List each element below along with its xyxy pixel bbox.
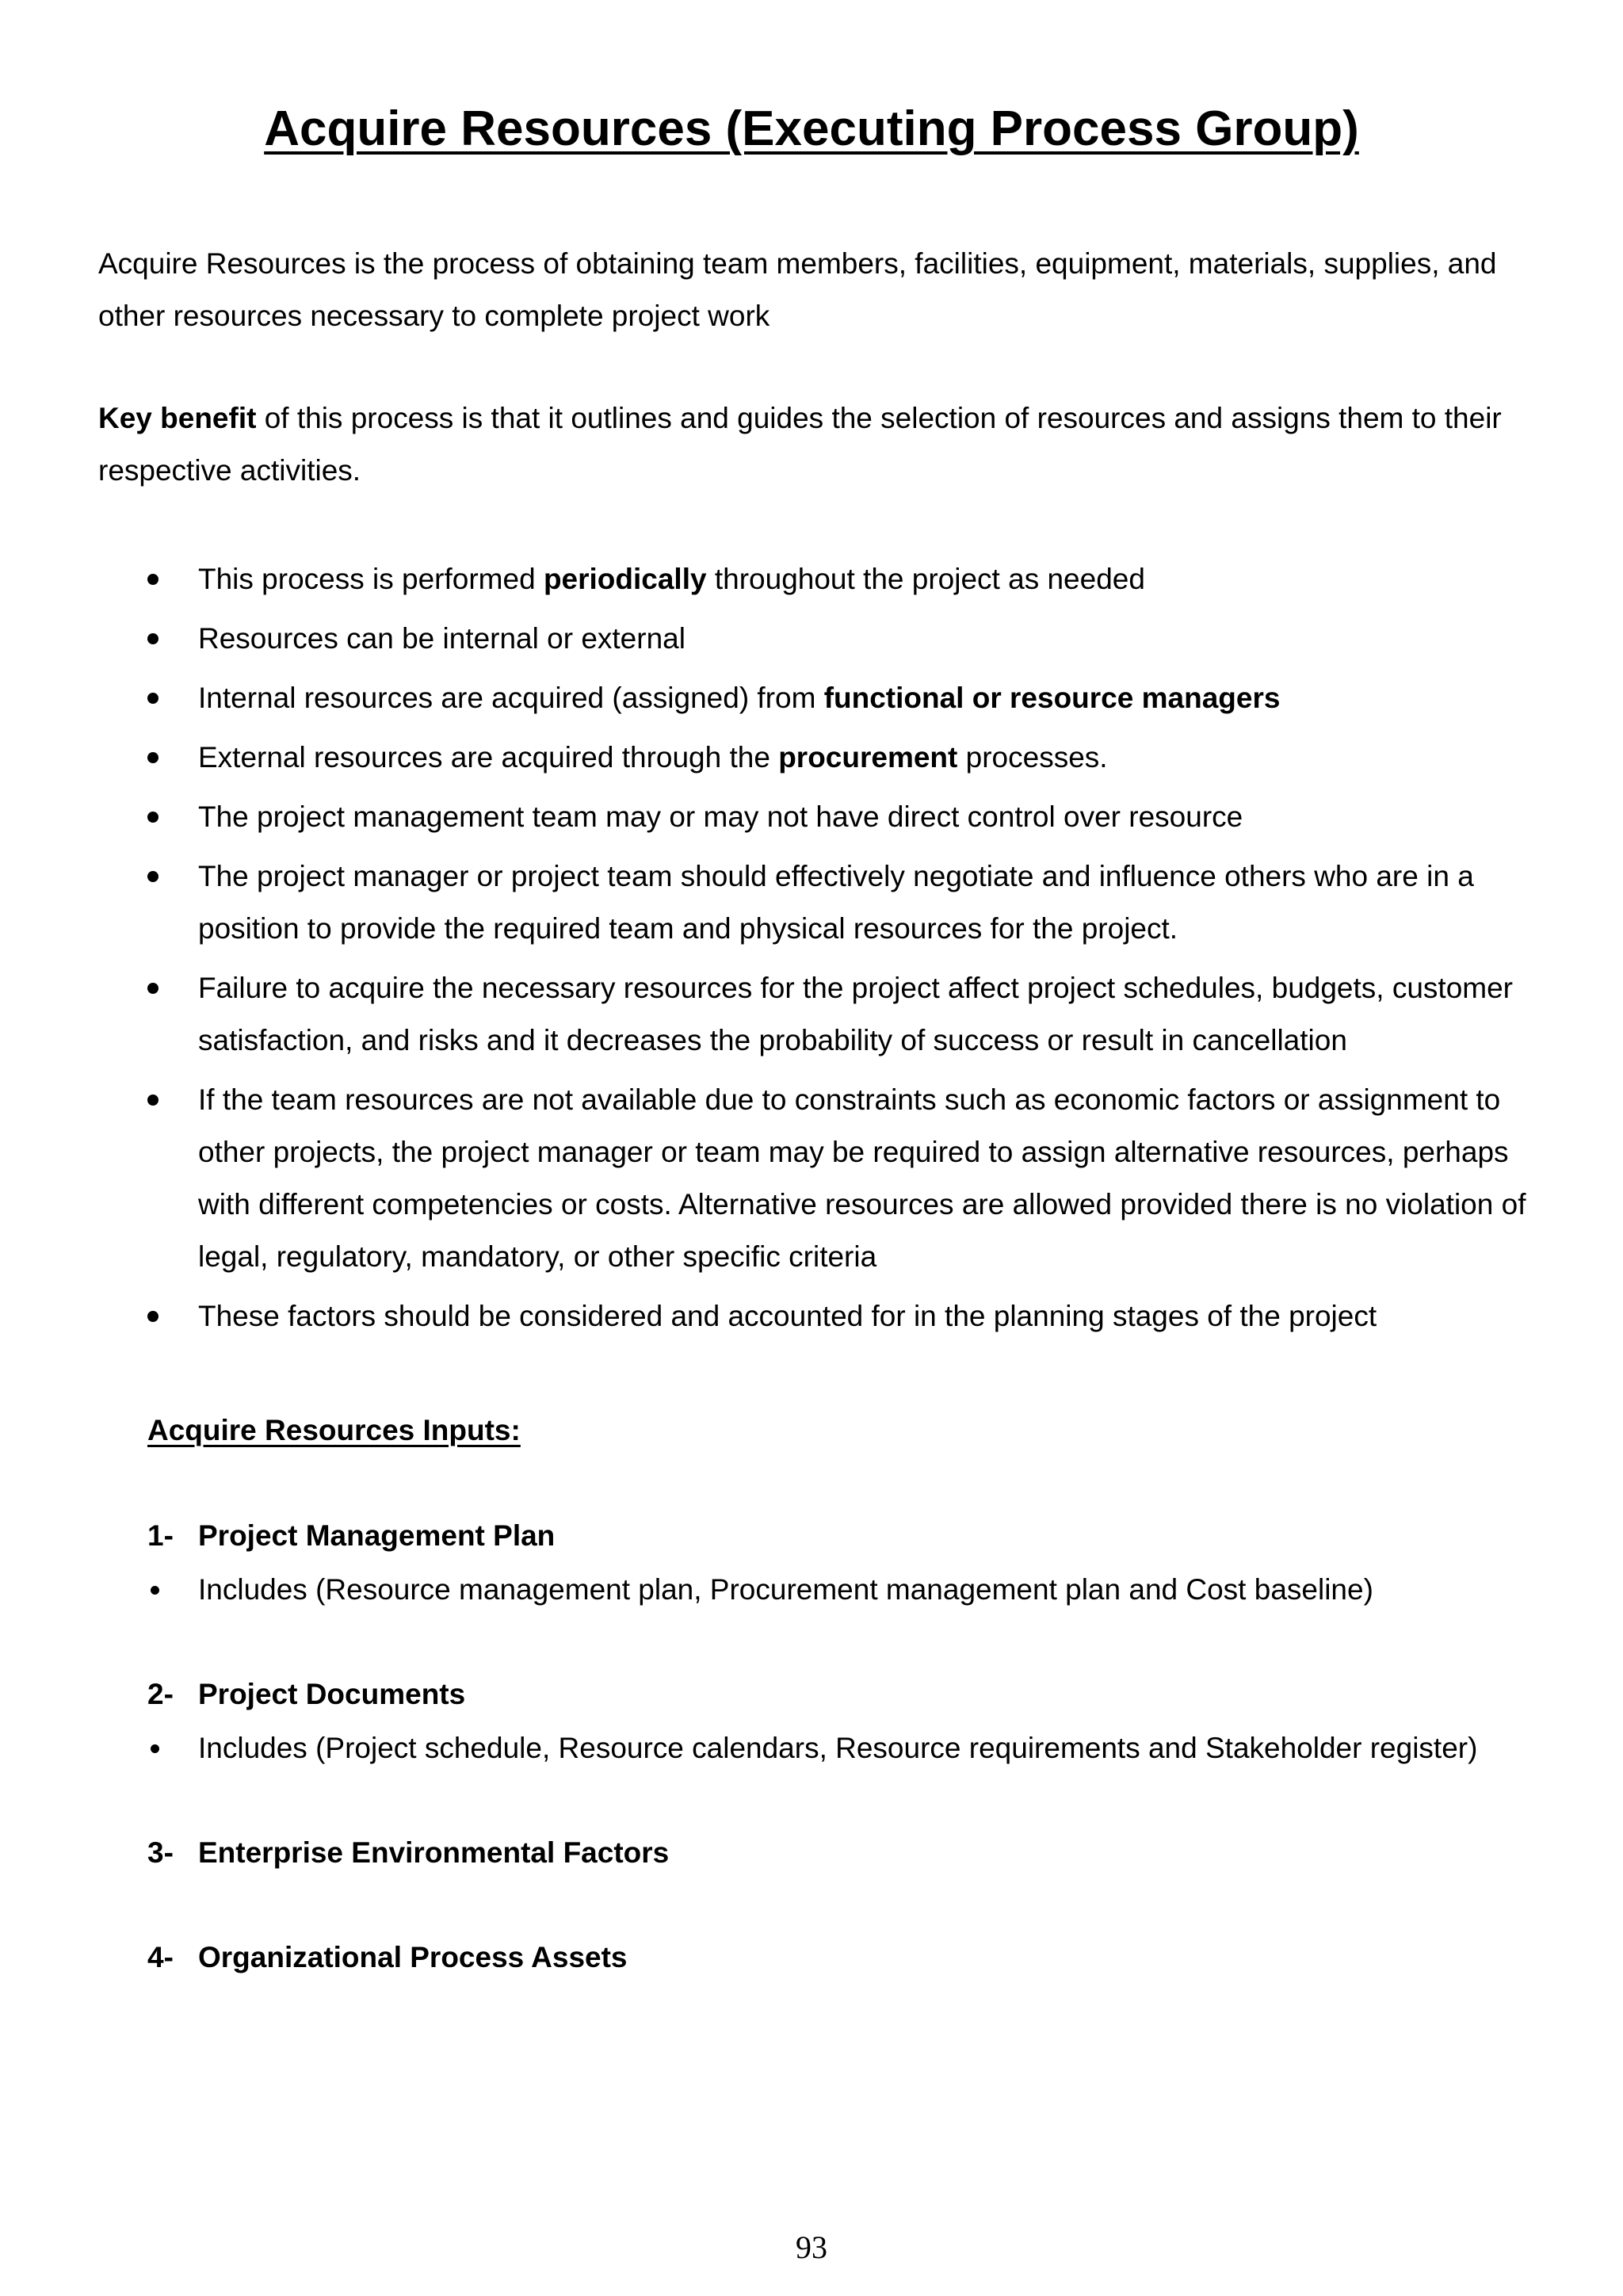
input-name: Enterprise Environmental Factors	[198, 1836, 670, 1869]
bullet-icon	[147, 812, 158, 823]
bullet-item: Internal resources are acquired (assigned) from functional or resource managers	[98, 672, 1549, 724]
input-detail-text: Includes (Resource management plan, Procurement management plan and Cost baseline)	[198, 1573, 1373, 1606]
page-number: 93	[796, 2229, 827, 2265]
bullet-icon	[147, 1095, 158, 1106]
input-item	[147, 1668, 1542, 1721]
input-item	[147, 1931, 1542, 1984]
bullet-icon	[147, 983, 158, 994]
bullet-icon	[147, 871, 158, 882]
bullet-item: External resources are acquired through the procurement processes.	[98, 732, 1549, 784]
bullet-item: Resources can be internal or external	[98, 613, 1549, 665]
bullet-icon	[147, 633, 158, 644]
input-item	[147, 1510, 1542, 1562]
input-name: Organizational Process Assets	[198, 1941, 628, 1973]
page-title: Acquire Resources (Executing Process Group)	[264, 101, 1359, 156]
input-name: Project Management Plan	[198, 1519, 556, 1552]
intro-paragraph: Acquire Resources is the process of obtaining team members, facilities, equipment, materials, supplies, and other resources necessary to complete project work	[98, 247, 1497, 332]
key-benefit-paragraph	[98, 392, 1541, 497]
inputs-heading: Acquire Resources Inputs:	[147, 1414, 521, 1446]
bullet-icon	[151, 1586, 159, 1595]
input-detail-text: Includes (Project schedule, Resource calendars, Resource requirements and Stakeholder register)	[198, 1732, 1478, 1764]
bullet-item: These factors should be considered and accounted for in the planning stages of the project	[98, 1290, 1549, 1343]
input-number: 2-	[147, 1678, 174, 1710]
bullet-icon	[147, 752, 158, 763]
key-benefit-text: of this process is that it outlines and guides the selection of resources and assigns them to their respective activities.	[98, 402, 1502, 487]
bullet-item: Failure to acquire the necessary resources for the project affect project schedules, budgets, customer satisfaction, and risks and it decreases the probability of success or result in cancellation	[98, 962, 1549, 1067]
bullet-icon	[147, 574, 158, 585]
bullet-icon	[151, 1744, 159, 1753]
bullet-item: If the team resources are not available due to constraints such as economic factors or assignment to other projects, the project manager or team may be required to assign alternative resources, perhaps with different competencies or costs. Alternative resources are allowed provided there is no violation of legal, regulatory, mandatory, or other specific criteria	[98, 1074, 1549, 1283]
input-item	[147, 1827, 1542, 1879]
bullet-item: This process is performed periodically throughout the project as needed	[98, 553, 1549, 606]
bullet-icon	[147, 1311, 158, 1322]
bullet-item: The project manager or project team should effectively negotiate and influence others who are in a position to provide the required team and physical resources for the project.	[98, 850, 1549, 955]
key-benefit-label: Key benefit	[98, 402, 257, 434]
bullet-list	[98, 553, 1549, 1350]
input-number: 1-	[147, 1519, 174, 1552]
input-number: 3-	[147, 1836, 174, 1869]
input-number: 4-	[147, 1941, 174, 1973]
input-name: Project Documents	[198, 1678, 466, 1710]
bullet-item: The project management team may or may not have direct control over resource	[98, 791, 1549, 843]
bullet-icon	[147, 693, 158, 704]
